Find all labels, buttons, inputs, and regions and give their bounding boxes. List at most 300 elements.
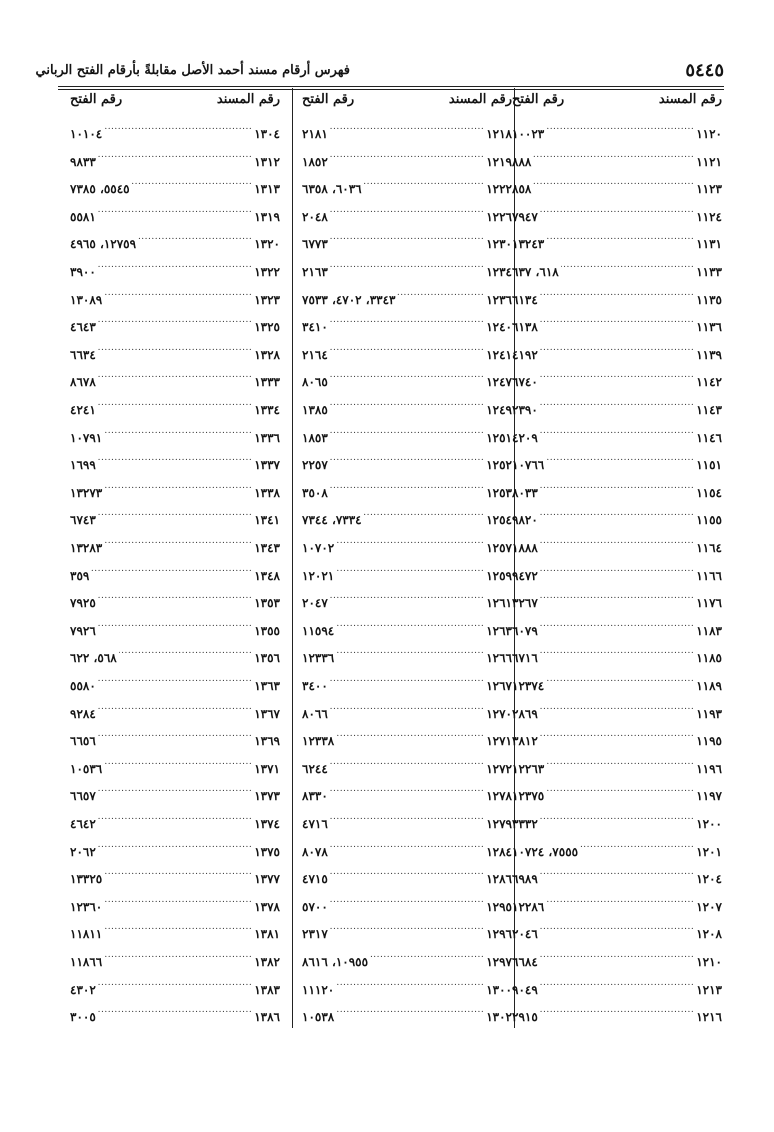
musnad-number: ١٢٦٣ [486, 623, 512, 638]
dot-leader [119, 642, 252, 662]
musnad-number: ١٣٨٣ [254, 982, 280, 997]
dot-leader [98, 974, 252, 994]
fath-number: ١١٨٦٦ [70, 955, 103, 969]
index-entry-row [302, 422, 512, 445]
dot-leader [98, 504, 252, 524]
musnad-number: ١١٩٥ [696, 734, 722, 749]
index-entry-row [512, 173, 722, 197]
fath-number: ١٠٧٦٦ [512, 458, 545, 473]
musnad-number: ١٢٥١ [486, 430, 512, 445]
musnad-number: ١٢٥٩ [486, 568, 512, 583]
dot-leader [98, 725, 252, 745]
musnad-number: ١٢٠١ [696, 844, 722, 859]
index-entry-row [512, 808, 722, 831]
musnad-number: ١٣٨١ [254, 927, 280, 942]
fath-number: ٣٠٠٥ [70, 1010, 96, 1025]
dot-leader [98, 201, 252, 221]
index-column-right [512, 92, 722, 1025]
index-entry-row [70, 891, 280, 914]
fath-number: ٦١٨، ٦٣٧ [512, 265, 559, 279]
musnad-number: ١٣٦٧ [254, 706, 280, 721]
musnad-number: ١١٩٦ [696, 761, 722, 776]
index-entry-row [70, 228, 280, 252]
dot-leader [533, 146, 694, 166]
fath-number: ٩٨٢٠ [512, 513, 538, 528]
index-entry-row [70, 808, 280, 831]
index-entry-row [302, 753, 512, 776]
fath-number: ٣٥٩ [70, 568, 90, 583]
index-entry-row [302, 366, 512, 390]
dot-leader [330, 256, 484, 276]
fath-number: ١٣٨٥ [302, 403, 328, 417]
dot-leader [330, 808, 484, 828]
musnad-number: ١٣١٢ [254, 154, 280, 169]
dot-leader [104, 284, 252, 304]
fath-number: ١٣٢٧٣ [70, 485, 103, 500]
fath-number: ٣٩٠٠ [70, 265, 96, 279]
fath-number: ٨٦٧٨ [70, 375, 96, 390]
fath-number: ٨٥٨ [512, 182, 532, 197]
fath-number: ٤٣٠٢ [70, 982, 96, 997]
index-entry-row [70, 201, 280, 224]
dot-leader [91, 560, 252, 580]
fath-number: ٣٨١٢ [512, 734, 538, 749]
index-column-left [70, 92, 280, 1025]
fath-number: ١٣٠٨٩ [70, 292, 103, 307]
musnad-number: ١٢٧١ [486, 734, 512, 749]
musnad-number: ١٢٧٠ [486, 706, 512, 721]
musnad-number: ١٣٤٣ [254, 541, 280, 555]
dot-leader [546, 670, 694, 690]
index-entry-row [512, 477, 722, 500]
fath-number: ٤٢٠٩ [512, 430, 538, 445]
dot-leader [330, 863, 484, 883]
index-entry-row [70, 863, 280, 887]
musnad-number: ١٣٥٣ [254, 596, 280, 611]
dot-leader [546, 891, 694, 911]
musnad-number: ١٢٢٢ [486, 182, 512, 197]
dot-leader [540, 698, 694, 718]
fath-number: ١١٥٩٤ [302, 623, 335, 638]
dot-leader [336, 1001, 484, 1021]
dot-leader [540, 918, 694, 938]
index-entry-row [512, 725, 722, 749]
index-entry-row [302, 891, 512, 914]
dot-leader [540, 808, 694, 828]
index-entry-row [70, 504, 280, 528]
fath-number: ١٢٣٦٠ [70, 899, 103, 914]
musnad-number: ١٣٧٤ [254, 817, 280, 831]
fath-number: ١٢٠٢١ [302, 568, 335, 583]
index-entry-row [512, 560, 722, 583]
index-entry-row [512, 339, 722, 362]
fath-number: ٩٠٤٩ [512, 982, 538, 997]
fath-number: ١١١٢٠ [302, 982, 335, 997]
index-entry-row [70, 670, 280, 693]
dot-leader [540, 725, 694, 745]
dot-leader [330, 753, 484, 773]
musnad-number: ١٣٣٧ [254, 458, 280, 473]
index-entry-row [512, 504, 722, 528]
fath-number: ١٣٢٨٣ [70, 541, 103, 555]
index-entry-row [512, 449, 722, 473]
fath-number: ٨٠٣٣ [512, 485, 538, 500]
dot-leader [98, 836, 252, 856]
musnad-number: ١٢١٨ [486, 127, 512, 141]
dot-leader [330, 201, 484, 221]
index-entry-row [512, 946, 722, 969]
fath-number: ٧٩٤٧ [512, 209, 538, 224]
index-entry-row [70, 780, 280, 804]
fath-number: ٨٨٨ [512, 154, 532, 169]
musnad-number: ١١٢٣ [696, 182, 722, 197]
fath-number: ٢٠٤٨ [302, 209, 328, 224]
dot-leader [540, 560, 694, 580]
dot-leader [330, 698, 484, 718]
dot-leader [364, 504, 485, 524]
index-entry-row [302, 670, 512, 693]
index-entry-row [512, 228, 722, 252]
dot-leader [330, 918, 484, 938]
index-entry-row [302, 642, 512, 666]
fath-number: ٤٢٤١ [70, 403, 96, 417]
musnad-number: ١٣٥٦ [254, 651, 280, 666]
index-entry-row [302, 228, 512, 252]
fath-number: ٦١٣٨ [512, 320, 538, 335]
index-entry-row [302, 587, 512, 611]
dot-leader [330, 146, 484, 166]
index-entry-row [512, 1001, 722, 1025]
index-entry-row [512, 311, 722, 335]
musnad-number: ١٢٥٧ [486, 541, 512, 555]
dot-leader [540, 1001, 694, 1021]
dot-leader [330, 311, 484, 331]
fath-number: ١٠٠٢٣ [512, 127, 545, 141]
dot-leader [540, 587, 694, 607]
fath-number: ٣٥٠٨ [302, 485, 328, 500]
index-entry-row [302, 477, 512, 500]
dot-leader [546, 449, 694, 469]
fath-number: ٣٣٣٢ [512, 817, 538, 831]
dot-leader [330, 228, 484, 248]
index-entry-row [70, 642, 280, 666]
index-entry-row [302, 532, 512, 555]
dot-leader [540, 615, 694, 635]
dot-leader [336, 532, 484, 552]
musnad-number: ١٢٤٧ [486, 375, 512, 390]
dot-leader [98, 339, 252, 359]
dot-leader [546, 228, 694, 248]
dot-leader [98, 615, 252, 635]
musnad-number: ١٢٣٠ [486, 237, 512, 252]
index-entry-row [70, 173, 280, 197]
fath-number: ٨٣٣٠ [302, 789, 328, 804]
musnad-number: ١١٥٥ [696, 513, 722, 528]
index-entry-row [70, 615, 280, 638]
musnad-number: ١٣٠٤ [254, 127, 280, 141]
fath-number: ٤٧١٦ [302, 817, 328, 831]
dot-leader [104, 422, 252, 442]
musnad-number: ١٣٢٢ [254, 265, 280, 279]
header-rule [58, 86, 724, 87]
fath-number: ١٠١٠٤ [70, 127, 103, 141]
musnad-number: ١٢١٦ [696, 1010, 722, 1025]
index-entry-row [512, 366, 722, 390]
musnad-number: ١٣٣٨ [254, 485, 280, 500]
dot-leader [336, 615, 484, 635]
index-entry-row [70, 422, 280, 445]
fath-number: ٢٣١٧ [302, 927, 328, 942]
musnad-number: ١٢٦٧ [486, 679, 512, 693]
musnad-number: ١٢٧٢ [486, 761, 512, 776]
index-entry-row [512, 284, 722, 307]
dot-leader [540, 477, 694, 497]
fath-number: ٦٠٧٩ [512, 623, 538, 638]
dot-leader [336, 642, 484, 662]
fath-number: ١٠٧٩١ [70, 430, 103, 445]
fath-number: ٦٧٧٣ [302, 237, 328, 252]
fath-number: ١٠٧٠٢ [302, 541, 335, 555]
fath-number: ٢٢٥٧ [302, 458, 328, 473]
fath-number: ٧٩٢٥ [70, 596, 96, 611]
fath-number: ٣٢٦٧ [512, 596, 538, 611]
dot-leader [104, 532, 252, 552]
musnad-number: ١٣٠٠ [486, 982, 512, 997]
dot-leader [540, 201, 694, 221]
index-entry-row [302, 504, 512, 528]
dot-leader [540, 974, 694, 994]
musnad-number: ١٣٣٦ [254, 430, 280, 445]
dot-leader [98, 449, 252, 469]
dot-leader [540, 394, 694, 414]
musnad-number: ١٣٣٤ [254, 403, 280, 417]
dot-leader [397, 284, 484, 304]
fath-number: ١٨٨٨ [512, 541, 538, 555]
dot-leader [540, 946, 694, 966]
musnad-number: ١٢٩٦ [486, 927, 512, 942]
musnad-number: ١٣٤١ [254, 513, 280, 528]
musnad-number: ١١٣٦ [696, 320, 722, 335]
musnad-number: ١٣٢٨ [254, 347, 280, 362]
fath-number: ١٠٥٣٦ [70, 761, 103, 776]
dot-leader [540, 366, 694, 386]
dot-leader [330, 118, 484, 138]
fath-number: ١٢٣٧٤ [512, 679, 545, 693]
index-entry-row [70, 449, 280, 473]
dot-leader [540, 422, 694, 442]
musnad-number: ١٢٠٨ [696, 927, 722, 942]
musnad-number: ١١٤٢ [696, 375, 722, 390]
index-entry-row [70, 1001, 280, 1025]
dot-leader [98, 256, 252, 276]
index-entry-row [302, 449, 512, 473]
musnad-number: ١٢٠٠ [696, 817, 722, 831]
fath-number: ٢٠٤٦ [512, 927, 538, 942]
musnad-number: ١٣١٩ [254, 209, 280, 224]
index-entry-row [302, 311, 512, 335]
fath-number: ٣٣٤٣، ٤٧٠٢، ٧٥٣٣ [302, 292, 396, 307]
fath-number: ٧٩٢٦ [70, 623, 96, 638]
index-entry-row [70, 836, 280, 859]
fath-number: ١٢٢٦٣ [512, 761, 545, 776]
musnad-number: ١١٨٩ [696, 679, 722, 693]
dot-leader [364, 173, 485, 193]
index-entry-row [302, 974, 512, 997]
fath-number: ١٨٥٢ [302, 154, 328, 169]
dot-leader [330, 366, 484, 386]
fath-number: ١٣٣٢٥ [70, 872, 103, 887]
musnad-number: ١١٩٧ [696, 789, 722, 804]
dot-leader [540, 339, 694, 359]
fath-number: ٥٥٤٥، ٧٣٨٥ [70, 182, 130, 197]
musnad-number: ١٣١٣ [254, 182, 280, 197]
musnad-number: ١١٤٦ [696, 430, 722, 445]
fath-number: ٣٤٠٠ [302, 679, 328, 693]
fath-number: ٦٦٣٤ [70, 347, 96, 362]
musnad-number: ١٢٢٦ [486, 209, 512, 224]
musnad-number: ١٢٠٤ [696, 872, 722, 887]
dot-leader [540, 311, 694, 331]
index-entry-row [302, 725, 512, 749]
dot-leader [330, 449, 484, 469]
index-entry-row [302, 394, 512, 417]
musnad-number: ١١٢٠ [696, 127, 722, 141]
index-entry-row [512, 974, 722, 997]
fath-number: ٦٠٣٦، ٦٣٥٨ [302, 182, 362, 197]
musnad-number: ١٢٧٨ [486, 789, 512, 804]
musnad-number: ١٢٨٤ [486, 844, 512, 859]
musnad-number: ١٢٨٦ [486, 872, 512, 887]
index-entry-row [302, 863, 512, 887]
musnad-number: ١٢٤٠ [486, 320, 512, 335]
fath-number: ١٢٣٣٦ [302, 651, 335, 666]
dot-leader [540, 532, 694, 552]
dot-leader [330, 339, 484, 359]
index-entry-row [512, 422, 722, 445]
fath-number: ٢٨٦٩ [512, 706, 538, 721]
index-entry-row [512, 780, 722, 804]
fath-number: ١١٨١١ [70, 927, 103, 942]
header-rule-double [58, 89, 724, 90]
fath-number: ٦٩٨٩ [512, 872, 538, 887]
musnad-number: ١٣٦٣ [254, 679, 280, 693]
index-entry-row [512, 394, 722, 417]
fath-number: ٦١٣٤ [512, 292, 538, 307]
fath-number-heading: رقم الفتح [302, 92, 355, 107]
fath-number: ٢٣٩٠ [512, 403, 538, 417]
fath-number: ٧٣٣٤، ٧٣٤٤ [302, 513, 362, 528]
fath-number: ٢٠٤٧ [302, 596, 328, 611]
fath-number: ٨٠٦٥ [302, 375, 328, 390]
musnad-number: ١١٧٦ [696, 596, 722, 611]
fath-number: ١٠٥٣٨ [302, 1010, 335, 1025]
dot-leader [104, 891, 252, 911]
musnad-number: ١٢١٣ [696, 982, 722, 997]
index-entry-row [302, 339, 512, 362]
musnad-number: ١٣٧١ [254, 761, 280, 776]
dot-leader [330, 422, 484, 442]
index-entry-row [302, 946, 512, 969]
dot-leader [98, 780, 252, 800]
musnad-number: ١٢٩٧ [486, 955, 512, 969]
fath-number: ٧٥٥٥، ١٠٧٢٤ [512, 844, 579, 859]
index-entry-row [302, 560, 512, 583]
dot-leader [330, 891, 484, 911]
fath-number-heading: رقم الفتح [512, 92, 565, 107]
index-entry-row [512, 532, 722, 555]
dot-leader [330, 587, 484, 607]
index-entry-row [70, 532, 280, 555]
index-entry-row [302, 146, 512, 169]
index-entry-row [70, 753, 280, 776]
fath-number: ٤٦٤٢ [70, 817, 96, 831]
fath-number: ١٢٣٧٥ [512, 789, 545, 804]
index-entry-row [70, 946, 280, 969]
index-entry-row [302, 698, 512, 721]
fath-number: ٦٧٤٠ [512, 375, 538, 390]
musnad-number: ١١٨٥ [696, 651, 722, 666]
index-entry-row [70, 366, 280, 390]
musnad-number: ١٣٦٩ [254, 734, 280, 749]
dot-leader [98, 698, 252, 718]
index-entry-row [70, 918, 280, 942]
index-entry-row [70, 725, 280, 749]
musnad-number: ١٢٦١ [486, 596, 512, 611]
dot-leader [98, 394, 252, 414]
fath-number: ٨٠٦٦ [302, 706, 328, 721]
fath-number: ١٢٢٨٦ [512, 899, 545, 914]
fath-number: ٦٦٨٤ [512, 955, 538, 969]
dot-leader [533, 173, 694, 193]
index-entry-row [512, 146, 722, 169]
dot-leader [540, 642, 694, 662]
index-entry-row [512, 836, 722, 859]
index-entry-row [70, 311, 280, 335]
fath-number: ٢١٦٣ [302, 265, 328, 279]
index-entry-row [512, 642, 722, 666]
dot-leader [104, 946, 252, 966]
fath-number: ١٦٩٩ [70, 458, 96, 473]
fath-number: ٢٩١٥ [512, 1010, 538, 1025]
musnad-number: ١٣٣٣ [254, 375, 280, 390]
index-entry-row [70, 477, 280, 500]
fath-number: ١٢٣٣٨ [302, 734, 335, 749]
musnad-number: ١١٣١ [696, 237, 722, 252]
fath-number: ٢٠٦٢ [70, 844, 96, 859]
index-entry-row [512, 698, 722, 721]
musnad-number: ١١٥١ [696, 458, 722, 473]
index-entry-row [302, 201, 512, 224]
musnad-number: ١٢٩٥ [486, 899, 512, 914]
fath-number: ١٨٥٣ [302, 430, 328, 445]
musnad-number: ١٣٤٨ [254, 568, 280, 583]
column-header [70, 92, 280, 114]
musnad-number: ١٣٧٣ [254, 789, 280, 804]
musnad-number: ١٢٧٩ [486, 817, 512, 831]
fath-number: ٩٨٣٣ [70, 154, 96, 169]
musnad-number: ١٣٧٥ [254, 844, 280, 859]
fath-number: ٥٧٠٠ [302, 899, 328, 914]
fath-number: ٢١٦٤ [302, 347, 328, 362]
musnad-number: ١٣٢٠ [254, 237, 280, 252]
musnad-number: ١١٩٣ [696, 706, 722, 721]
index-entry-row [302, 780, 512, 804]
musnad-number: ١٢٣٤ [486, 265, 512, 279]
dot-leader [132, 173, 253, 193]
index-entry-row [512, 753, 722, 776]
dot-leader [98, 587, 252, 607]
musnad-number: ١٣٢٥ [254, 320, 280, 335]
